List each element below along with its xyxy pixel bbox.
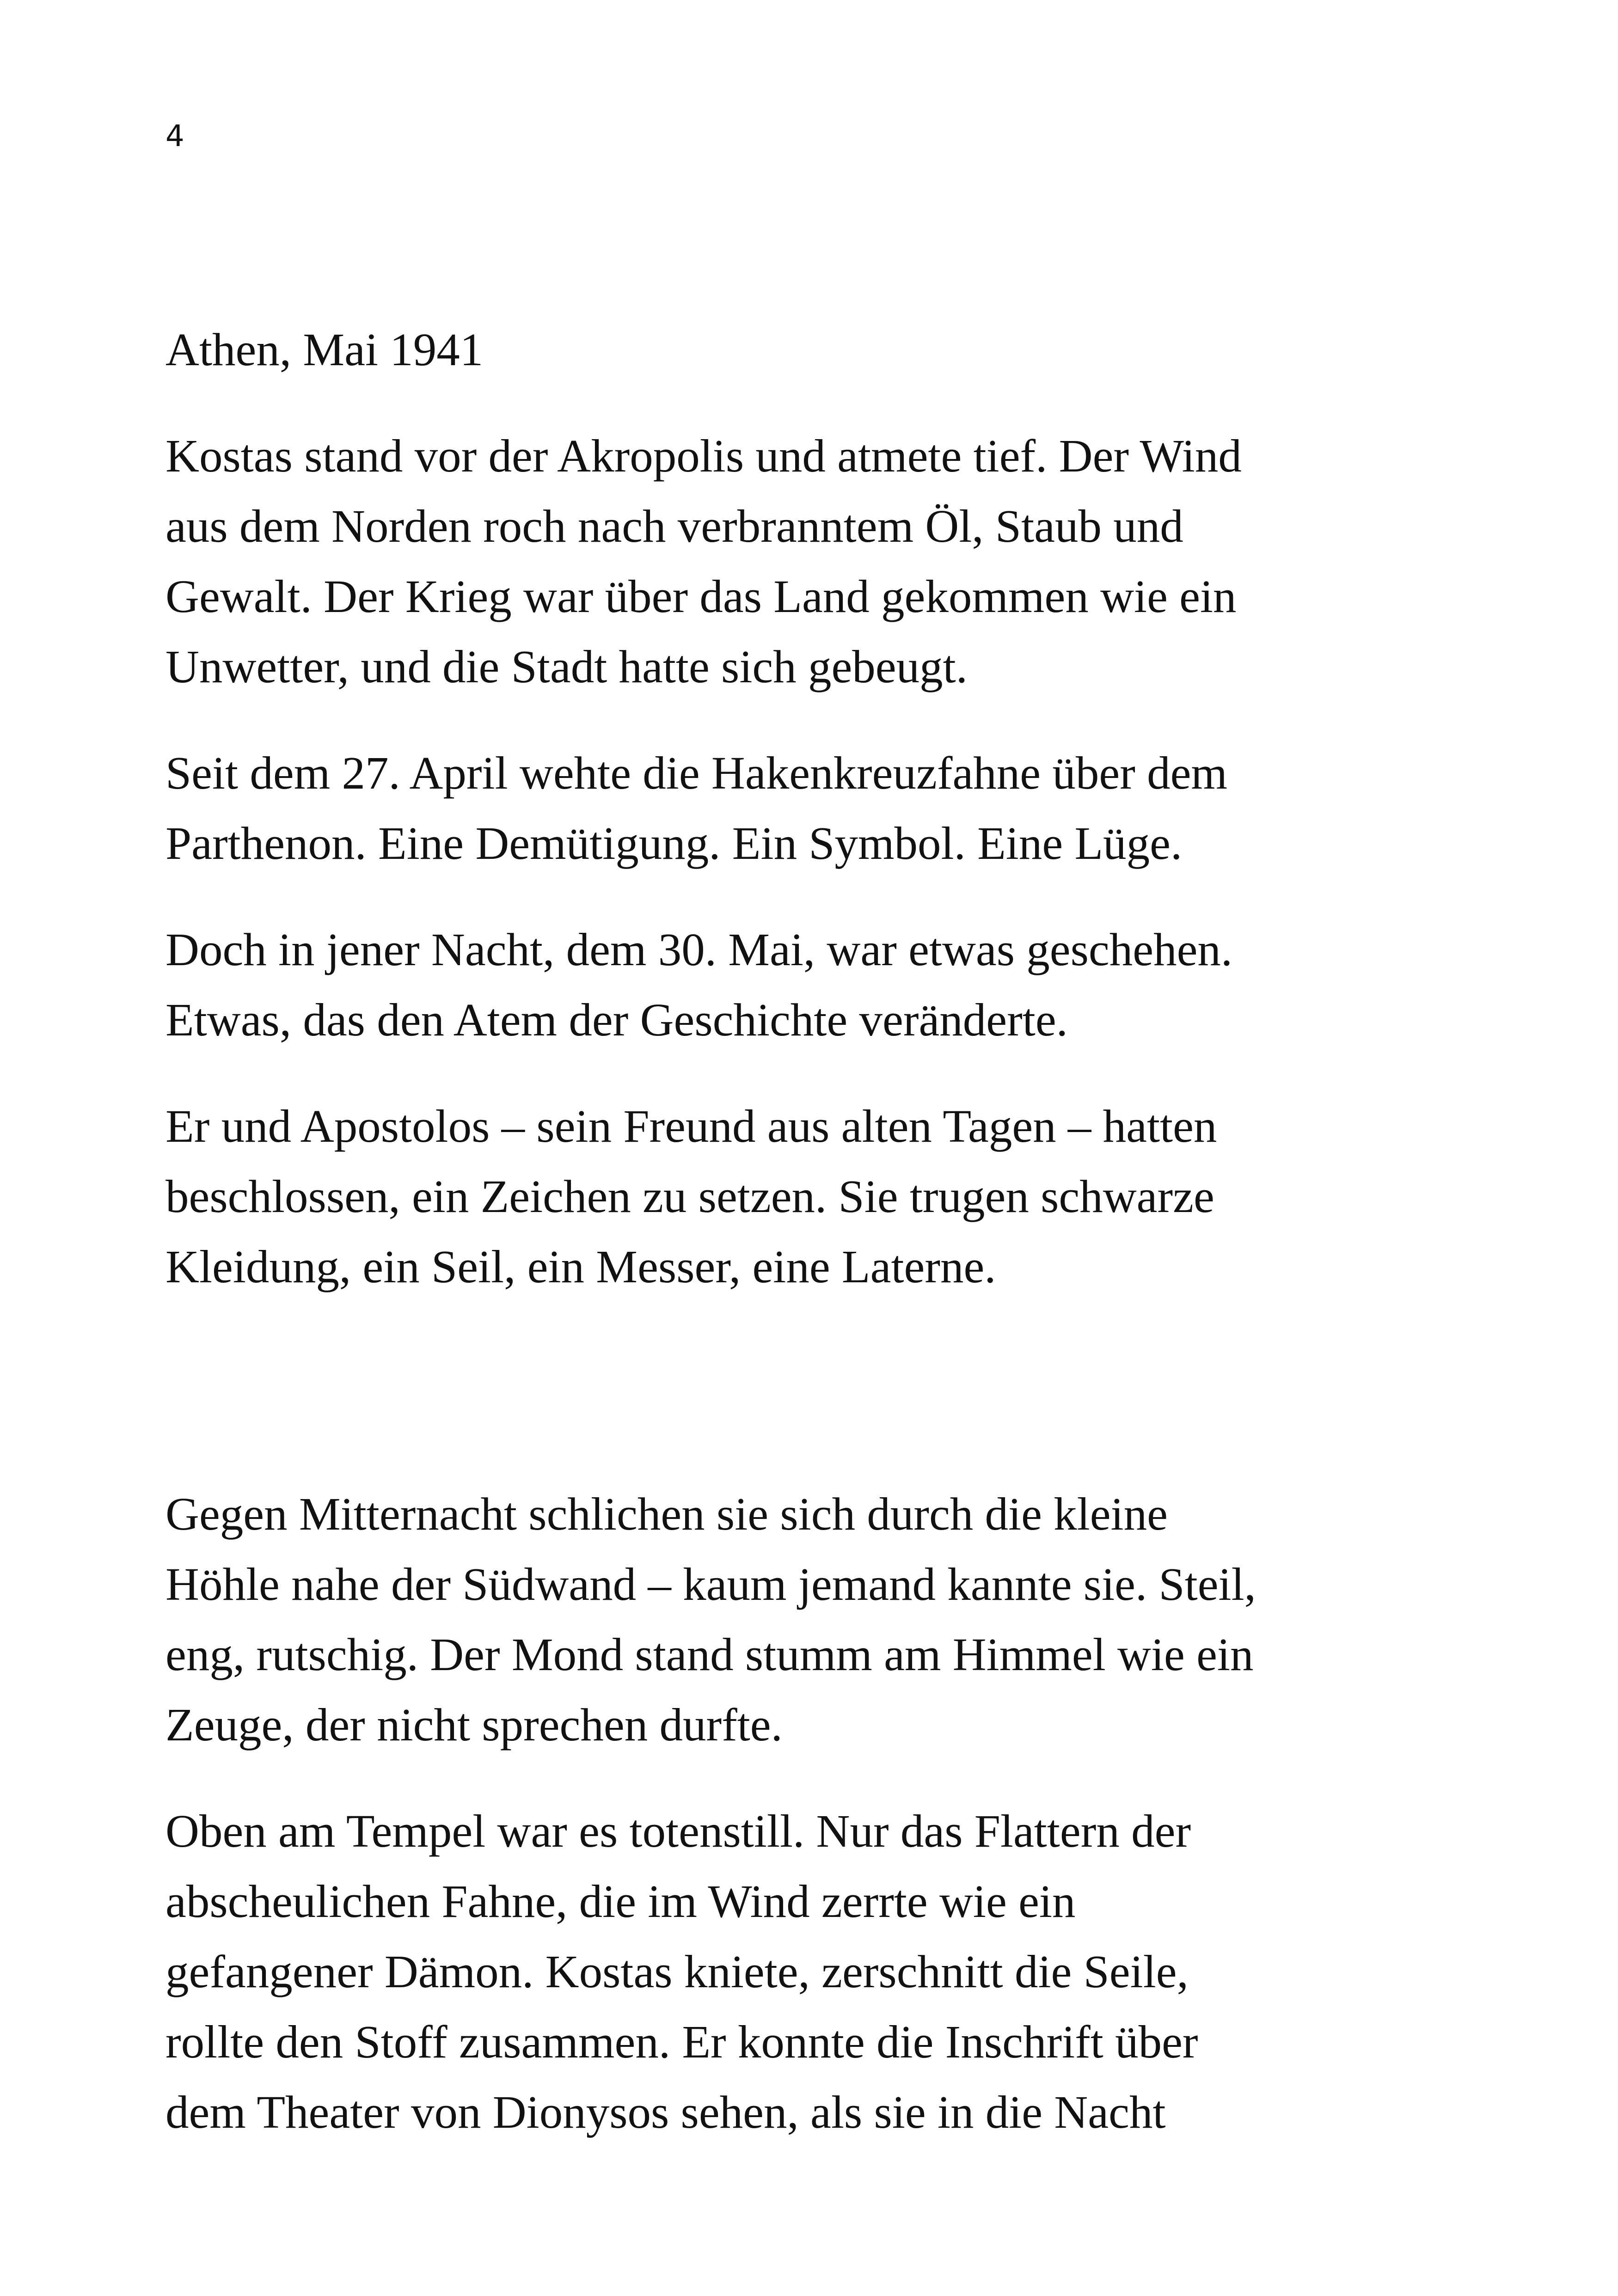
chapter-heading: Athen, Mai 1941	[165, 324, 484, 375]
chapter-body	[165, 314, 1460, 2183]
paragraph: Kostas stand vor der Akropolis und atmete tief. Der Wind aus dem Norden roch nach verbranntem Öl, Staub und Gewalt. Der Krieg war über das Land gekommen wie ein Unwetter, und die Stadt hatte sich gebeugt.	[165, 430, 1242, 692]
paragraph: Seit dem 27. April wehte die Hakenkreuzfahne über dem Parthenon. Eine Demütigung. Ein Symbol. Eine Lüge.	[165, 747, 1227, 869]
paragraph: Doch in jener Nacht, dem 30. Mai, war etwas geschehen. Etwas, das den Atem der Geschichte veränderte.	[165, 924, 1233, 1046]
paragraph: Gegen Mitternacht schlichen sie sich durch die kleine Höhle nahe der Südwand – kaum jemand kannte sie. Steil, eng, rutschig. Der Mond stand stumm am Himmel wie ein Zeuge, der nicht sprechen durfte.	[165, 1488, 1256, 1751]
page-number: 4	[165, 119, 184, 153]
paragraph: Er und Apostolos – sein Freund aus alten Tagen – hatten beschlossen, ein Zeichen zu setzen. Sie trugen schwarze Kleidung, ein Seil, ein Messer, eine Laterne.	[165, 1100, 1217, 1292]
paragraph: Oben am Tempel war es totenstill. Nur das Flattern der abscheulichen Fahne, die im Wind zerrte wie ein gefangener Dämon. Kostas kniete, zerschnitt die Seile, rollte den Stoff zusammen. Er konnte die Inschrift über dem Theater von Dionysos sehen, als sie in die Nacht	[165, 1805, 1198, 2138]
